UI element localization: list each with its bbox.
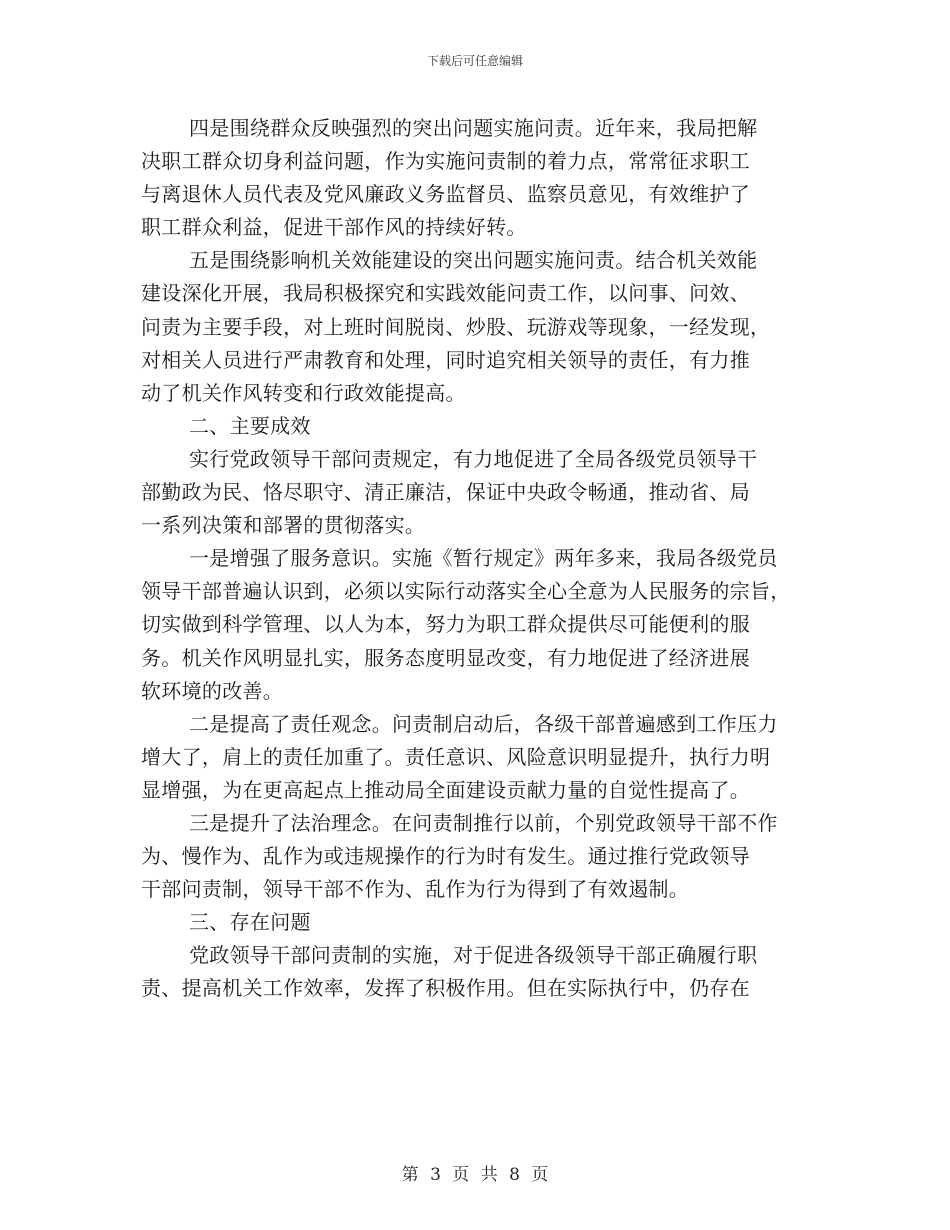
section-heading: 三、存在问题 [189,910,311,935]
text-line: 领导干部普遍认识到，必须以实际行动落实全心全意为人民服务的宗旨， [141,579,791,604]
text-line: 与离退休人员代表及党风廉政义务监督员、监察员意见，有效维护了 [141,182,750,207]
text-line: 五是围绕影响机关效能建设的突出问题实施问责。结合机关效能 [189,248,758,273]
text-line: 切实做到科学管理、以人为本，努力为职工群众提供尽可能便利的服 [141,612,750,637]
text-line: 显增强，为在更高起点上推动局全面建设贡献力量的自觉性提高了。 [141,777,750,802]
text-line: 动了机关作风转变和行政效能提高。 [141,380,466,405]
text-line: 实行党政领导干部问责规定，有力地促进了全局各级党员领导干 [189,446,758,471]
text-line: 一是增强了服务意识。实施《暂行规定》两年多来，我局各级党员 [189,546,778,571]
text-line: 一系列决策和部署的贯彻落实。 [141,513,426,538]
text-line: 四是围绕群众反映强烈的突出问题实施问责。近年来，我局把解 [189,116,758,140]
text-line: 三是提升了法治理念。在问责制推行以前，个别党政领导干部不作 [189,810,778,835]
page-footer: 第 3 页 共 8 页 [401,1165,549,1185]
text-line: 决职工群众切身利益问题，作为实施问责制的着力点，常常征求职工 [141,149,750,174]
text-line: 二是提高了责任观念。问责制启动后，各级干部普遍感到工作压力 [189,711,778,736]
text-line: 增大了，肩上的责任加重了。责任意识、风险意识明显提升，执行力明 [141,744,771,769]
text-line: 职工群众利益，促进干部作风的持续好转。 [141,215,527,240]
document-body [141,112,813,1006]
text-line: 问责为主要手段，对上班时间脱岗、炒股、玩游戏等现象，一经发现， [141,314,771,339]
text-line: 为、慢作为、乱作为或违规操作的行为时有发生。通过推行党政领导 [141,844,750,869]
text-line: 党政领导干部问责制的实施，对于促进各级领导干部正确履行职 [189,943,758,968]
text-line: 干部问责制，领导干部不作为、乱作为行为得到了有效遏制。 [141,877,690,902]
text-line: 建设深化开展，我局积极探究和实践效能问责工作，以问事、问效、 [141,281,750,306]
page-header: 下载后可任意编辑 [426,54,523,68]
text-line: 软环境的改善。 [141,678,284,703]
text-line: 对相关人员进行严肃教育和处理，同时追究相关领导的责任，有力推 [141,347,750,372]
text-line: 部勤政为民、恪尽职守、清正廉洁，保证中央政令畅通，推动省、局 [141,480,750,505]
text-line: 务。机关作风明显扎实，服务态度明显改变，有力地促进了经济进展 [141,645,750,670]
section-heading: 二、主要成效 [189,413,311,438]
text-line: 责、提高机关工作效率，发挥了积极作用。但在实际执行中，仍存在 [141,976,750,1001]
